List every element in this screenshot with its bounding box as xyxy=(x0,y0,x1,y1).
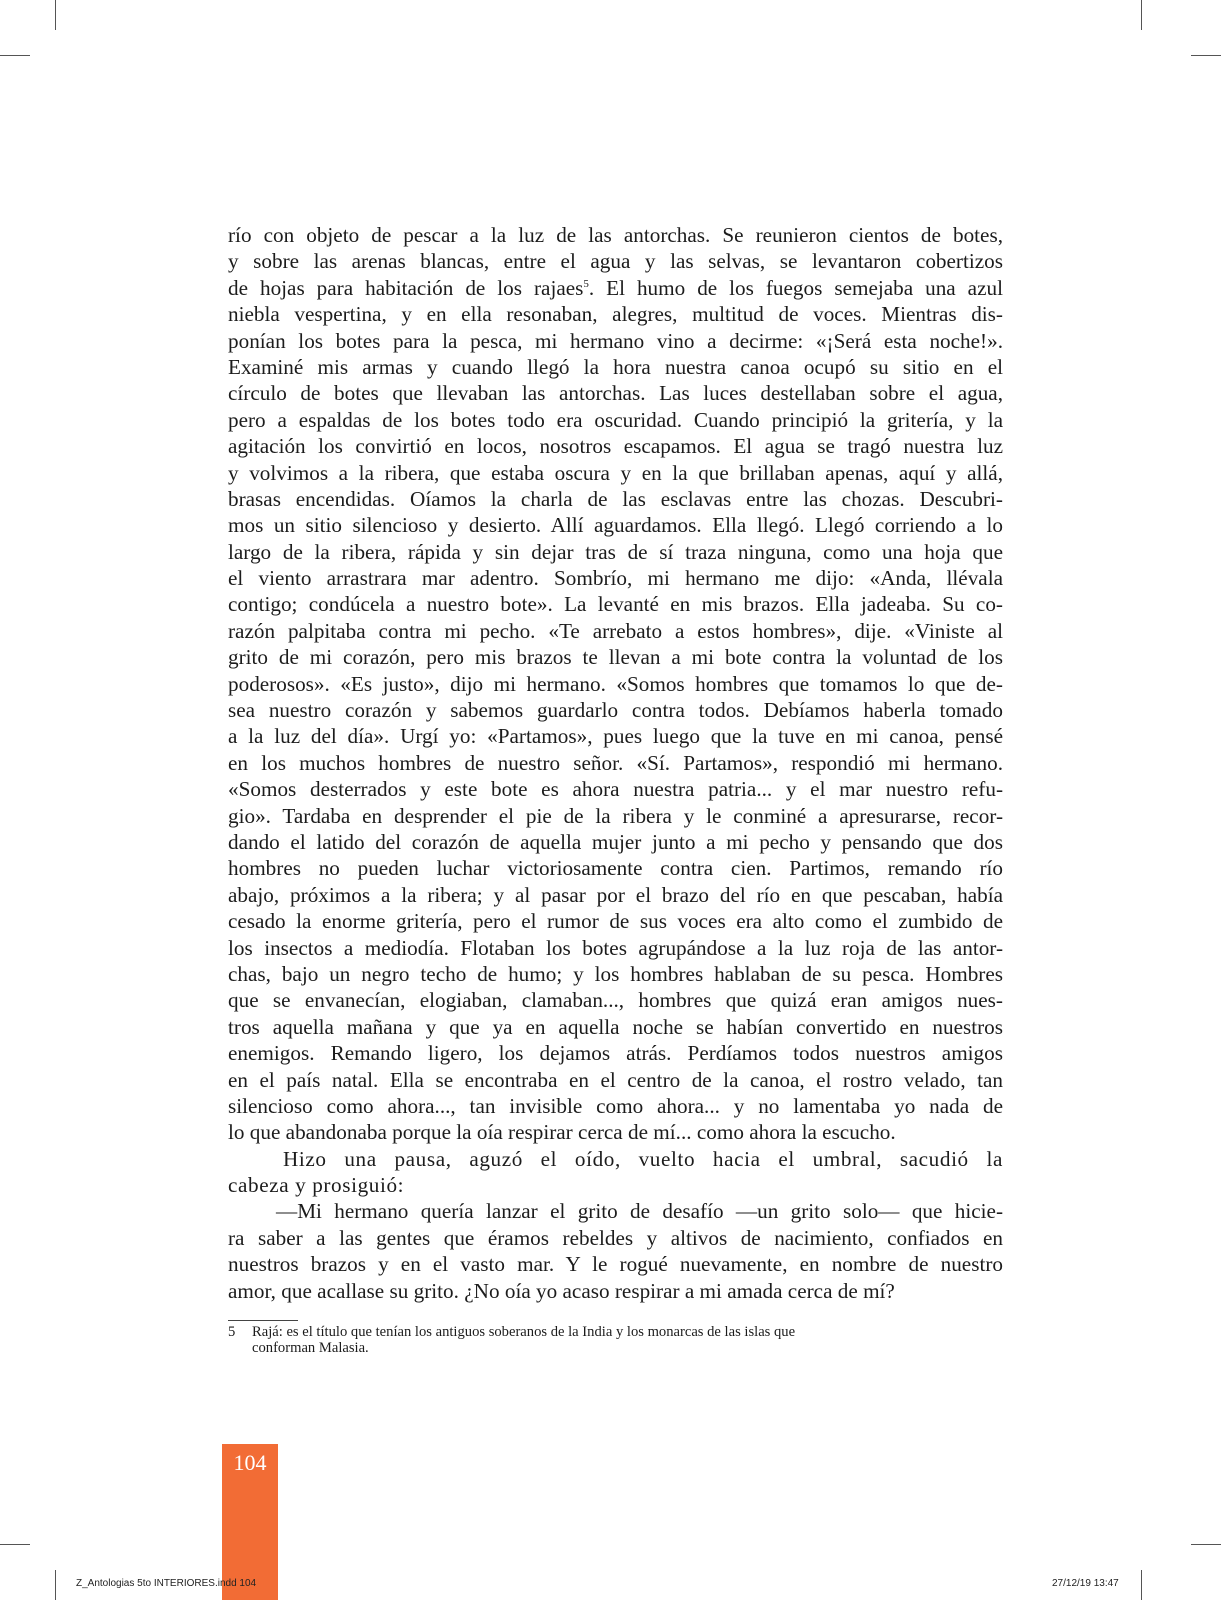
text-line: grito de mi corazón, pero mis brazos te llevan a mi bote contra la voluntad de los xyxy=(228,645,1003,670)
text-line: sea nuestro corazón y sabemos guardarlo contra todos. Debíamos haberla tomado xyxy=(228,698,1003,723)
footnote-rule xyxy=(228,1320,298,1321)
text-line: gio». Tardaba en desprender el pie de la ribera y le conminé a apresurarse, recor- xyxy=(228,803,1003,828)
text-line: niebla vespertina, y en ella resonaban, alegres, multitud de voces. Mientras dis- xyxy=(228,302,1003,327)
dialogue-line: amor, que acallase su grito. ¿No oía yo acaso respirar a mi amada cerca de mí? xyxy=(228,1278,895,1303)
body-paragraph xyxy=(228,222,1003,1146)
crop-mark-bottom-left xyxy=(55,1570,56,1600)
text-line: Examiné mis armas y cuando llegó la hora nuestra canoa ocupó su sitio en el xyxy=(228,354,1003,379)
text-line: enemigos. Remando ligero, los dejamos atrás. Perdíamos todos nuestros amigos xyxy=(228,1041,1003,1066)
text-line: silencioso como ahora..., tan invisible como ahora... y no lamentaba yo nada de xyxy=(228,1093,1003,1118)
text-line: cesado la enorme gritería, pero el rumor de sus voces era alto como el zumbido de xyxy=(228,909,1003,934)
dialogue-line: —Mi hermano quería lanzar el grito de desafío —un grito solo— que hicie- xyxy=(276,1199,1003,1224)
crop-mark-top-right-h xyxy=(1191,55,1221,56)
page-number-tab xyxy=(222,1444,278,1600)
text-line: círculo de botes que llevaban las antorchas. Las luces destellaban sobre el agua, xyxy=(228,381,1003,406)
slug-filename: Z_Antologias 5to INTERIORES.indd 104 xyxy=(76,1578,257,1589)
crop-mark-bottom-right xyxy=(1141,1570,1142,1600)
text-line: en el país natal. Ella se encontraba en el centro de la canoa, el rostro velado, tan xyxy=(228,1067,1003,1092)
text-line: a la luz del día». Urgí yo: «Partamos», pues luego que la tuve en mi canoa, pensé xyxy=(228,724,1003,749)
text-line: largo de la ribera, rápida y sin dejar tras de sí traza ninguna, como una hoja que xyxy=(228,539,1003,564)
text-line: «Somos desterrados y este bote es ahora nuestra patria... y el mar nuestro refu- xyxy=(228,777,1003,802)
text-line: chas, bajo un negro techo de humo; y los hombres hablaban de su pesca. Hombres xyxy=(228,961,1003,986)
dialogue-line: ra saber a las gentes que éramos rebeldes y altivos de nacimiento, confiados en xyxy=(228,1225,1003,1250)
crop-mark-top-left xyxy=(55,0,56,30)
footnote-line: Rajá: es el título que tenían los antiguos soberanos de la India y los monarcas de las islas que xyxy=(252,1324,796,1340)
text-line: y sobre las arenas blancas, entre el agua y las selvas, se levantaron cobertizos xyxy=(228,249,1003,274)
text-line: mos un sitio silencioso y desierto. Allí aguardamos. Ella llegó. Llegó corriendo a lo xyxy=(228,513,1003,538)
crop-mark-top-left-h xyxy=(0,55,30,56)
text-line: los insectos a mediodía. Flotaban los botes agrupándose a la luz roja de las antor- xyxy=(228,935,1003,960)
page-number: 104 xyxy=(233,1450,267,1475)
dialogue-paragraph xyxy=(228,1198,1003,1304)
body-text xyxy=(228,222,1003,1304)
text-line: río con objeto de pescar a la luz de las antorchas. Se reunieron cientos de botes, xyxy=(228,223,1003,247)
text-line: brasas encendidas. Oíamos la charla de las esclavas entre las chozas. Descubri- xyxy=(228,486,1003,511)
dialogue-line: nuestros brazos y en el vasto mar. Y le rogué nuevamente, en nombre de nuestro xyxy=(228,1252,1003,1277)
narration-line: Hizo una pausa, aguzó el oído, vuelto hacia el umbral, sacudió la xyxy=(283,1146,1003,1171)
text-line: el viento arrastrara mar adentro. Sombrío, mi hermano me dijo: «Anda, llévala xyxy=(228,566,1003,591)
text-line: de hojas para habitación de los rajaes$^5$. El humo de los fuegos semejaba una azul xyxy=(228,275,1003,300)
text-line: lo que abandonaba porque la oía respirar cerca de mí... como ahora la escucho. xyxy=(228,1120,896,1145)
footnote xyxy=(228,1324,1003,1356)
text-line: dando el latido del corazón de aquella mujer junto a mi pecho y pensando que dos xyxy=(228,829,1003,854)
text-line: hombres no pueden luchar victoriosamente contra cien. Partimos, remando río xyxy=(228,856,1003,881)
text-line: agitación los convirtió en locos, nosotros escapamos. El agua se tragó nuestra luz xyxy=(228,434,1003,459)
crop-mark-top-right xyxy=(1141,0,1142,30)
footnote-number: 5 xyxy=(228,1324,236,1340)
text-line: ponían los botes para la pesca, mi hermano vino a decirme: «¡Será esta noche!». xyxy=(228,328,1003,353)
text-line: en los muchos hombres de nuestro señor. «Sí. Partamos», respondió mi hermano. xyxy=(228,750,1003,775)
text-line: contigo; condúcela a nuestro bote». La levanté en mis brazos. Ella jadeaba. Su co- xyxy=(228,592,1003,617)
text-line: que se envanecían, elogiaban, clamaban..., hombres que quizá eran amigos nues- xyxy=(228,988,1003,1013)
text-line: tros aquella mañana y que ya en aquella noche se habían convertido en nuestros xyxy=(228,1014,1003,1039)
narration-line: cabeza y prosiguió: xyxy=(228,1173,405,1198)
text-line: pero a espaldas de los botes todo era oscuridad. Cuando principió la gritería, y la xyxy=(228,407,1003,432)
text-line: poderosos». «Es justo», dijo mi hermano. «Somos hombres que tomamos lo que de- xyxy=(228,671,1003,696)
narration-paragraph xyxy=(228,1146,1003,1199)
text-line: razón palpitaba contra mi pecho. «Te arrebato a estos hombres», dije. «Viniste al xyxy=(228,618,1003,643)
text-line: abajo, próximos a la ribera; y al pasar por el brazo del río en que pescaban, había xyxy=(228,882,1003,907)
slug-date: 27/12/19 13:47 xyxy=(1052,1578,1119,1589)
crop-mark-bottom-left-h xyxy=(0,1544,30,1545)
crop-mark-bottom-right-h xyxy=(1191,1544,1221,1545)
footnote-line: conforman Malasia. xyxy=(252,1340,369,1356)
text-line: y volvimos a la ribera, que estaba oscura y en la que brillaban apenas, aquí y allá, xyxy=(228,460,1003,485)
footnote-marker: 5 xyxy=(583,277,589,290)
footnote-text xyxy=(252,1324,1003,1356)
